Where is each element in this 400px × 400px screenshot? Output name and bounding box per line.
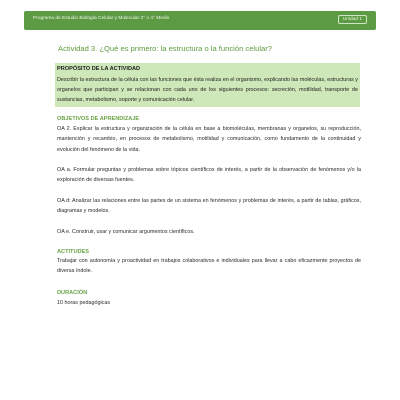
objectives-heading: OBJETIVOS DE APRENDIZAJE [57,116,140,122]
header-bar [24,11,376,30]
objective-oad: OA d: Analizar las relaciones entre las partes de un sistema en fenómenos y problemas de interés, a partir de tablas, gráficos, diagramas y modelos. [57,198,361,215]
purpose-text: Describir la estructura de la célula con las funciones que ésta realiza en el organismo, explicando las moléculas, estructuras y organelos que participan y se relacionan con cada uno de los siguientes procesos: secreción, motilidad, transporte de sustancias, metabolismo, soporte y comunicación celular. [57,77,358,103]
objective-oa2: OA 2. Explicar la estructura y organización de la célula en base a biomoléculas, membranas y organelos, su reproducción, mantención y recambio, en procesos de metabolismo, motilidad y comunicación, como fundamento de la continuidad y evolución del fenómeno de la vida. [57,126,361,153]
attitudes-heading: ACTITUDES [57,249,90,255]
attitudes-text: Trabajar con autonomía y proactividad en trabajos colaborativos e individuales para llevar a cabo eficazmente proyectos de diversa índole. [57,258,361,275]
unit-badge: Unidad 1 [338,15,367,24]
objective-oae: OA e. Construir, usar y comunicar argumentos científicos. [57,229,195,235]
duration-heading: DURACIÓN [57,290,88,296]
activity-title: Actividad 3. ¿Qué es primero: la estructura o la función celular? [58,44,272,53]
purpose-heading: PROPÓSITO DE LA ACTIVIDAD [57,66,141,72]
purpose-box [55,63,360,107]
program-title: Programa de Estudio Biología Celular y Molecular 3° o 4° Medio [33,16,170,21]
objective-oaa: OA a. Formular preguntas y problemas sobre tópicos científicos de interés, a partir de la observación de fenómenos y/o la exploración de diversas fuentes. [57,167,361,184]
duration-text: 10 horas pedagógicas [57,300,111,306]
